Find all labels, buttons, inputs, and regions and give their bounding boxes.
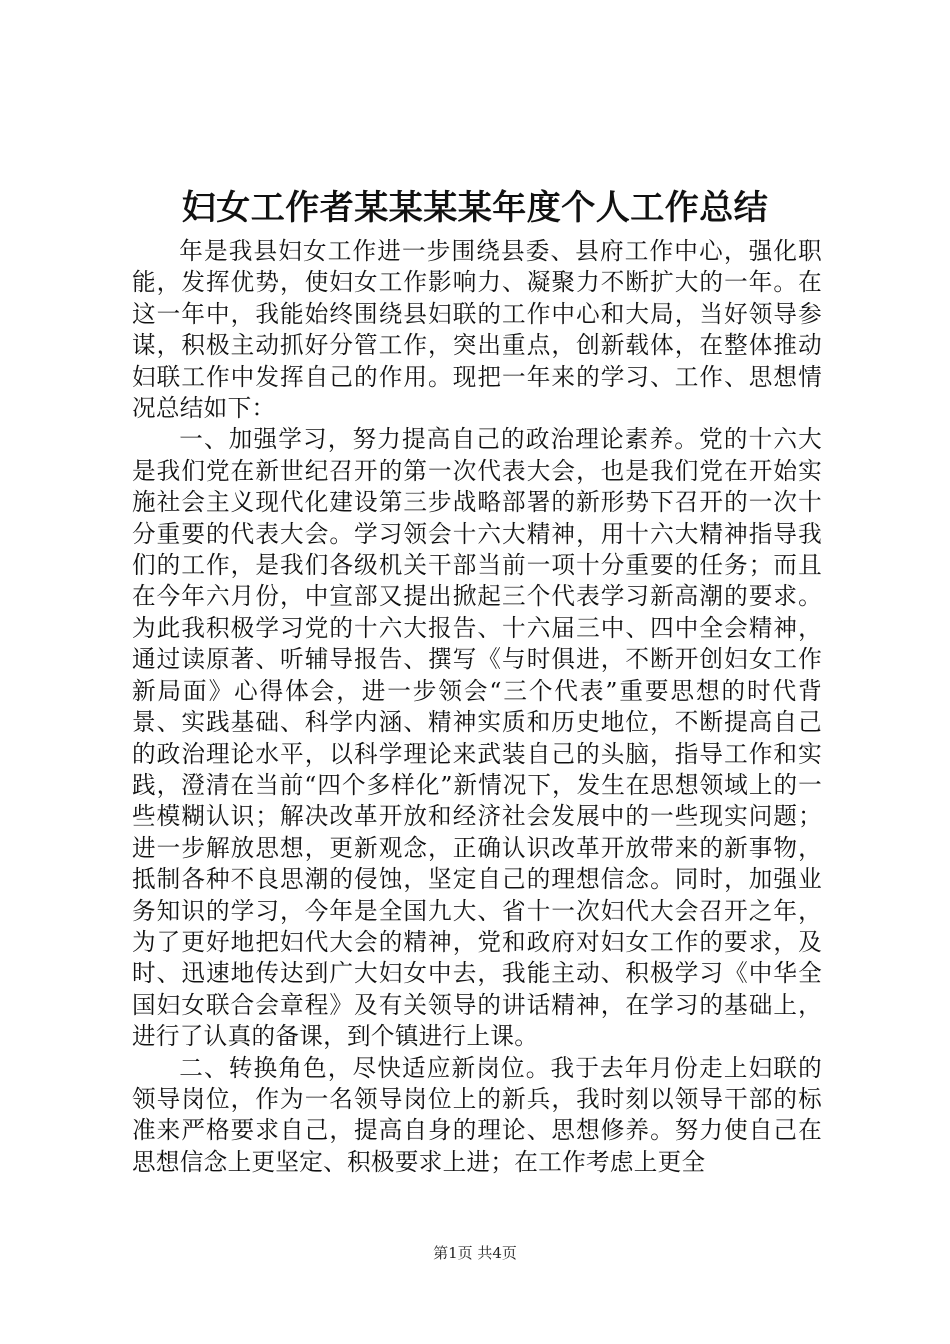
document-body: [132, 236, 822, 1178]
page-number-footer: 第1页 共4页: [433, 1244, 517, 1262]
document-title: 妇女工作者某某某某年度个人工作总结: [181, 188, 769, 228]
paragraph-intro: 年是我县妇女工作进一步围绕县委、县府工作中心，强化职能，发挥优势，使妇女工作影响力、凝聚力不断扩大的一年。在这一年中，我能始终围绕县妇联的工作中心和大局，当好领导参谋，积极主动抓好分管工作，突出重点，创新载体，在整体推动妇联工作中发挥自己的作用。现把一年来的学习、工作、思想情况总结如下：: [132, 237, 822, 423]
paragraph-section-2: 二、转换角色，尽快适应新岗位。我于去年月份走上妇联的领导岗位，作为一名领导岗位上的新兵，我时刻以领导干部的标准来严格要求自己，提高自身的理论、思想修养。努力使自己在思想信念上更坚定、积极要求上进；在工作考虑上更全: [132, 1053, 822, 1176]
paragraph-section-1: 一、加强学习，努力提高自己的政治理论素养。党的十六大是我们党在新世纪召开的第一次代表大会，也是我们党在开始实施社会主义现代化建设第三步战略部署的新形势下召开的一次十分重要的代表大会。学习领会十六大精神，用十六大精神指导我们的工作，是我们各级机关干部当前一项十分重要的任务；而且在今年六月份，中宣部又提出掀起三个代表学习新高潮的要求。为此我积极学习党的十六大报告、十六届三中、四中全会精神，通过读原著、听辅导报告、撰写《与时俱进，不断开创妇女工作新局面》心得体会，进一步领会“三个代表”重要思想的时代背景、实践基础、科学内涵、精神实质和历史地位，不断提高自己的政治理论水平，以科学理论来武装自己的头脑，指导工作和实践，澄清在当前“四个多样化”新情况下，发生在思想领域上的一些模糊认识；解决改革开放和经济社会发展中的一些现实问题；进一步解放思想，更新观念，正确认识改革开放带来的新事物，抵制各种不良思潮的侵蚀，坚定自己的理想信念。同时，加强业务知识的学习，今年是全国九大、省十一次妇代大会召开之年，为了更好地把妇代大会的精神，党和政府对妇女工作的要求，及时、迅速地传达到广大妇女中去，我能主动、积极学习《中华全国妇女联合会章程》及有关领导的讲话精神，在学习的基础上，进行了认真的备课，到个镇进行上课。: [132, 425, 822, 1051]
